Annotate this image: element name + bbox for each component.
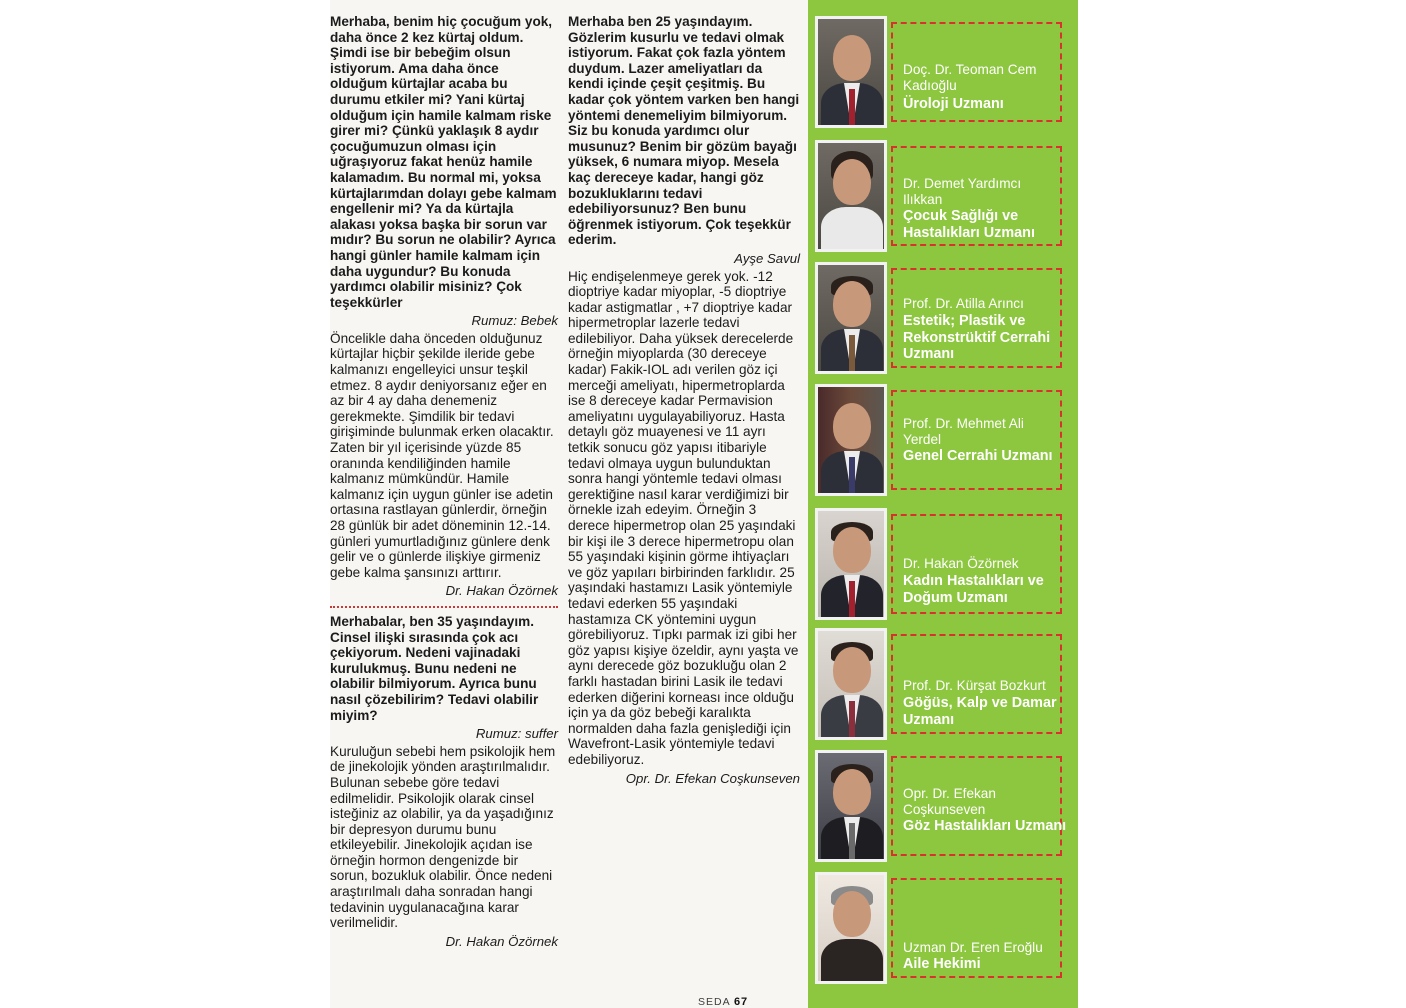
doctor-specialty: Üroloji Uzmanı (903, 96, 1004, 112)
doctor-name: Prof. Dr. Kürşat Bozkurt (903, 678, 1046, 693)
section-divider (330, 606, 558, 608)
magazine-name: SEDA (698, 996, 731, 1008)
doctor-specialty: Göğüs, Kalp ve Damar Uzmanı (903, 695, 1057, 728)
experts-sidebar (808, 0, 1078, 1008)
photo-tie (849, 823, 855, 862)
photo-tie (849, 457, 855, 496)
doctor-photo (815, 508, 887, 620)
doctor-name: Opr. Dr. Efekan Coşkunseven (903, 786, 996, 817)
doctor-card (815, 384, 1077, 502)
reader-question: Merhaba, benim hiç çocuğum yok, daha önce 2 kez kürtaj oldum. Şimdi ise bir bebeğim olsun istiyorum. Ama daha önce olduğum kürtajlar acaba bu durumu etkiler mi? Yani kürtaj olduğum için hamile kalmam riske girer mi? Çünkü yaklaşık 8 aydır çocuğumuzun olması için uğraşıyoruz fakat henüz hamile kalamadım. Bu normal mi, yoksa kürtajlarımdan dolayı gebe kalmam engellenir mi? Ya da kürtajla alakası yoksa başka bir sorun var mıdır? Bu sorun ne olabilir? Ayrıca hangi günler hamile kalmam için daha uygundur? Bu konuda yardımcı olabilir misiniz? Çok teşekkürler (330, 14, 557, 310)
photo-face (833, 527, 871, 573)
photo-tie (849, 335, 855, 374)
question-signature: Ayşe Savul (734, 250, 800, 266)
doctor-photo (815, 872, 887, 984)
doctor-card (815, 508, 1077, 626)
answer-signature: Dr. Hakan Özörnek (445, 583, 558, 599)
reader-question: Merhabalar, ben 35 yaşındayım. Cinsel ilişki sırasında çok acı çekiyorum. Nedeni vajinadaki kurulukmuş. Bunu nedeni ne olabilir bilmiyorum. Ayrıca bunu nasıl çözebilirim? Tedavi olabilir miyim? (330, 613, 539, 723)
doctor-photo (815, 750, 887, 862)
magazine-page (330, 0, 1078, 1008)
doctor-card (815, 628, 1077, 746)
photo-face (833, 159, 871, 205)
answer-signature: Dr. Hakan Özörnek (445, 933, 558, 949)
doctor-name: Dr. Demet Yardımcı Ilıkkan (903, 176, 1022, 207)
doctor-specialty: Göz Hastalıkları Uzmanı (903, 818, 1067, 834)
doctor-photo (815, 140, 887, 252)
doctor-specialty: Genel Cerrahi Uzmanı (903, 448, 1053, 464)
doctor-specialty: Kadın Hastalıkları ve Doğum Uzmanı (903, 573, 1044, 606)
doctor-card (815, 262, 1077, 380)
doctor-card (815, 140, 1077, 258)
doctor-answer: Öncelikle daha önceden olduğunuz kürtajlar hiçbir şekilde ileride gebe kalmanızı engelleyici unsur teşkil etmez. 8 aydır deniyorsanız eğer en az bir 4 ay daha denemeniz gerekmekte. Şimdilik bir tedavi girişiminde bulunmak erken olacaktır. Zaten bir yıl içerisinde yüzde 85 oranında kendiliğinden hamile kalmanız mümkündür. Hamile kalmanız için uygun günler ise adetin ortasına rastlayan günlerdir, örneğin 28 günlük bir adet döneminin 12.-14. günleri yumurtladığınız günlere denk gelir ve o günlerde ilişkiye girmeniz gebe kalma şansınızı arttırır. (330, 330, 554, 580)
photo-face (833, 281, 871, 327)
doctor-photo (815, 384, 887, 496)
photo-body (821, 207, 883, 252)
doctor-specialty: Aile Hekimi (903, 956, 981, 972)
photo-tie (849, 89, 855, 128)
photo-face (833, 891, 871, 937)
question-signature: Rumuz: suffer (475, 726, 558, 742)
doctor-specialty: Estetik; Plastik ve Rekonstrüktif Cerrahi Uzmanı (903, 313, 1051, 363)
page-number: 67 (733, 996, 749, 1008)
doctor-photo (815, 628, 887, 740)
doctor-name: Doç. Dr. Teoman Cem Kadıoğlu (903, 62, 1037, 93)
photo-tie (849, 581, 855, 620)
doctor-name: Uzman Dr. Eren Eroğlu (903, 940, 1043, 955)
photo-face (833, 35, 871, 81)
doctor-name: Prof. Dr. Atilla Arıncı (903, 296, 1024, 311)
doctor-answer: Hiç endişelenmeye gerek yok. -12 dioptriye kadar miyoplar, -5 dioptriye kadar astigmatlar , +7 dioptriye kadar hipermetroplar lazerle tedavi edilebiliyor. Daha yüksek derecelerde örneğin miyoplarda (30 dereceye kadar) Fakik-IOL adı verilen göz içi merceği ameliyatı, hipermetroplarda ise 8 dereceye kadar Permavision ameliyatını uygulayabiliyoruz. Hasta detaylı göz muayenesi ve 11 ayrı tetkik sonucu göz yapısı itibariyle tedavi olmaya uygun bulunduktan sonra hangi yöntemle tedavi olması gerektiğine nasıl karar verdiğimizi bir örnekle izah edeyim. Örneğin 3 derece hipermetrop olan 25 yaşındaki bir kişi ile 3 derece hipermetropu olan 55 yaşındaki kişinin görme ihtiyaçları ve göz yapıları birbirinden farklıdır. 25 yaşındaki hastamızı Lasik yöntemiyle tedavi ederken 55 yaşındaki hastamıza CK yöntemini uygun görebiliyoruz. Tıpkı parmak izi gibi her göz yapısı kişiye özeldir, aynı yaşta ve aynı derecede göz bozukluğu olan 2 farklı hastadan birini Lasik ile tedavi ederken diğerini korneası ince olduğu için ya da göz bebeği karalıkta normalden daha fazla genişlediği için Wavefront-Lasik yöntemiyle tedavi edebiliyoruz. (568, 268, 799, 767)
column-left (330, 14, 558, 951)
photo-tie (849, 701, 855, 740)
doctor-specialty: Çocuk Sağlığı ve Hastalıkları Uzmanı (903, 208, 1035, 241)
doctor-card (815, 750, 1077, 868)
doctor-card (815, 872, 1077, 990)
doctor-card (815, 16, 1077, 134)
column-middle (568, 14, 800, 788)
doctor-name: Dr. Hakan Özörnek (903, 556, 1019, 571)
question-signature: Rumuz: Bebek (471, 313, 558, 329)
doctor-photo (815, 262, 887, 374)
doctor-name: Prof. Dr. Mehmet Ali Yerdel (903, 416, 1024, 447)
page-footer (698, 996, 748, 1008)
doctor-answer: Kuruluğun sebebi hem psikolojik hem de jinekolojik yönden araştırılmalıdır. Bulunan sebebe göre tedavi edilmelidir. Psikolojik olarak cinsel isteğiniz az olabilir, ya da yaşadığınız bir depresyon durumu bunu etkileyebilir. Jinekolojik açıdan ise örneğin hormon dengenizde bir sorun, bozukluk olabilir. Önce nedeni araştırılmalı daha sonradan hangi tedavinin uygulanacağına karar verilmelidir. (330, 743, 556, 931)
answer-signature: Opr. Dr. Efekan Coşkunseven (625, 770, 800, 786)
photo-face (833, 769, 871, 815)
doctor-photo (815, 16, 887, 128)
photo-face (833, 647, 871, 693)
reader-question: Merhaba ben 25 yaşındayım. Gözlerim kusurlu ve tedavi olmak istiyorum. Fakat çok fazla yöntem duydum. Lazer ameliyatları da kendi içinde çeşit çeşitmiş. Bu kadar çok yöntem varken ben hangi yöntemi denemeliyim bilmiyorum. Siz bu konuda yardımcı olur musunuz? Benim bir gözüm bayağı yüksek, 6 numara miyop. Mesela kaç dereceye kadar, hangi göz bozukluklarını tedavi edebiliyorsunuz? Ben bunu öğrenmek istiyorum. Çok teşekkür ederim. (568, 14, 800, 248)
photo-body (821, 939, 883, 984)
photo-face (833, 403, 871, 449)
